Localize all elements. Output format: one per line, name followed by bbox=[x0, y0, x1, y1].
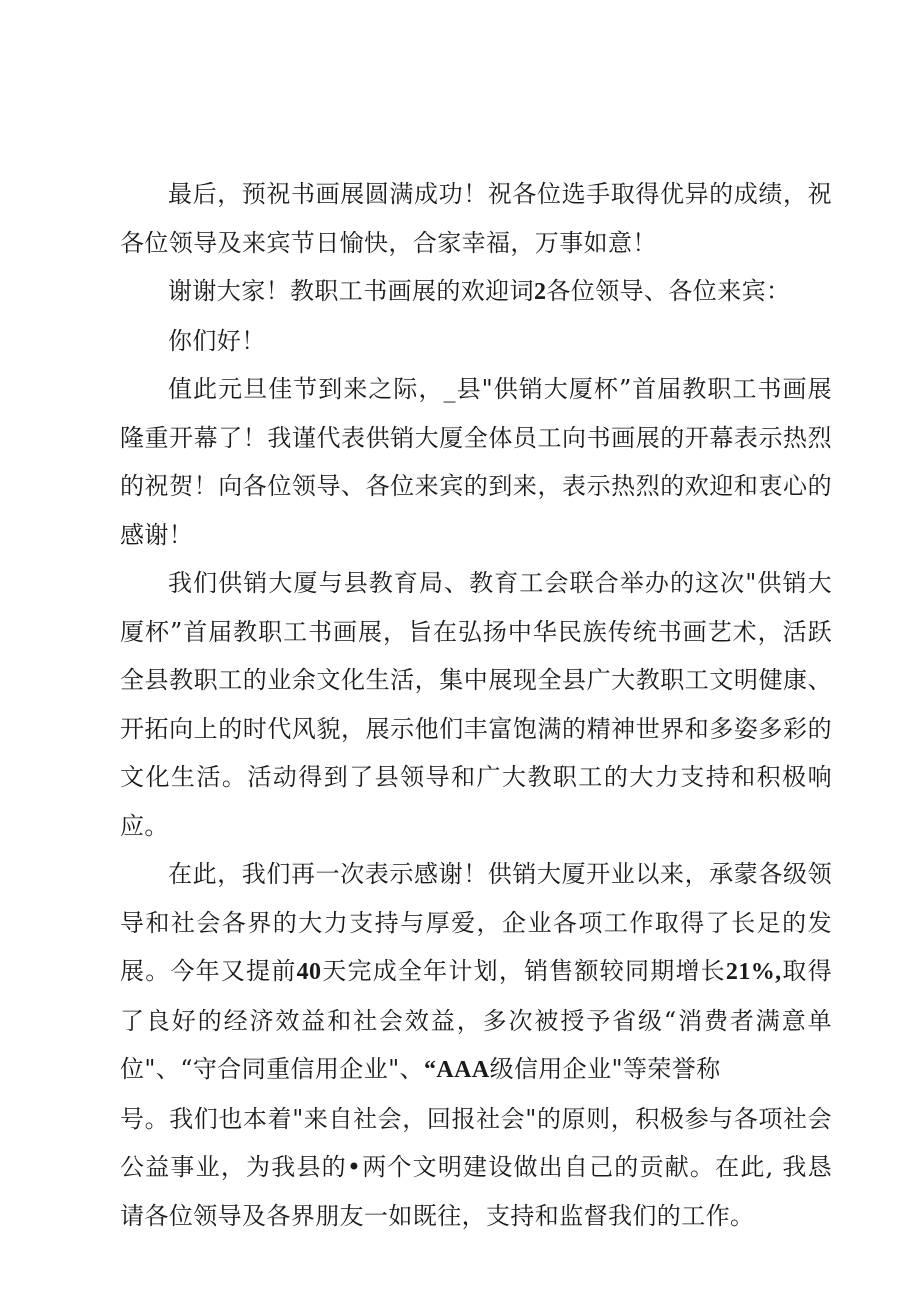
text-segment: 取得了良好的经济效益和社会效益，多次被授予省级“消费者满意单位"、“守合同重信用企业"、 bbox=[120, 957, 832, 1083]
paragraph-thanks-and-title bbox=[120, 267, 832, 317]
paragraph-social-commitment bbox=[120, 1095, 832, 1241]
text-segment: 号。我们也本着"来自社会，回报社会"的原则，积极参与各项社会公益事业，为我县的•两个文明建设做出自己的贡献。在此, 我恳请各位领导及各界朋友一如既往，支持和监督我们的工作。 bbox=[120, 1104, 832, 1230]
text-segment-bold: 40 bbox=[296, 959, 322, 985]
document-body bbox=[120, 170, 832, 1240]
text-segment-bold: 21%, bbox=[725, 959, 782, 985]
text-segment: 我们供销大厦与县教育局、教育工会联合举办的这次"供销大厦杯”首届教职工书画展，旨在弘扬中华民族传统书画艺术，活跃全县教职工的业余文化生活，集中展现全县广大教职工文明健康、开拓向上的时代风貌，展示他们丰富饱满的精神世界和多姿多彩的文化生活。活动得到了县领导和广大教职工的大力支持和积极响应。 bbox=[120, 569, 832, 840]
paragraph-closing-wishes bbox=[120, 170, 832, 267]
text-segment: 你们好！ bbox=[168, 326, 266, 355]
text-segment: 各位领导、各位来宾： bbox=[546, 277, 791, 305]
text-segment: 在此，我们再一次表示感谢！供销大厦开业以来，承蒙各级领导和社会各界的大力支持与厚爱，企业各项工作取得了长足的发展。今年又提前 bbox=[120, 860, 832, 985]
text-segment: 谢谢大家！教职工书画展的欢迎词 bbox=[168, 277, 534, 305]
paragraph-opening bbox=[120, 365, 832, 559]
text-segment: 最后，预祝书画展圆满成功！祝各位选手取得优异的成绩，祝各位领导及来宾节日愉快，合家幸福，万事如意！ bbox=[120, 180, 832, 257]
text-segment-bold: 2 bbox=[534, 279, 547, 305]
paragraph-company-achievements bbox=[120, 850, 832, 1095]
text-segment-bold: “AAA bbox=[423, 1057, 490, 1083]
text-segment: 级信用企业"等荣誉称 bbox=[489, 1055, 721, 1083]
text-segment: 天完成全年计划，销售额较同期增长 bbox=[321, 957, 726, 985]
text-segment: 值此元旦佳节到来之际，_县"供销大厦杯”首届教职工书画展隆重开幕了！我谨代表供销大厦全体员工向书画展的开幕表示热烈的祝贺！向各位领导、各位来宾的到来，表示热烈的欢迎和衷心的感谢！ bbox=[120, 375, 832, 549]
paragraph-exhibition-purpose bbox=[120, 559, 832, 850]
paragraph-greeting bbox=[120, 317, 832, 366]
